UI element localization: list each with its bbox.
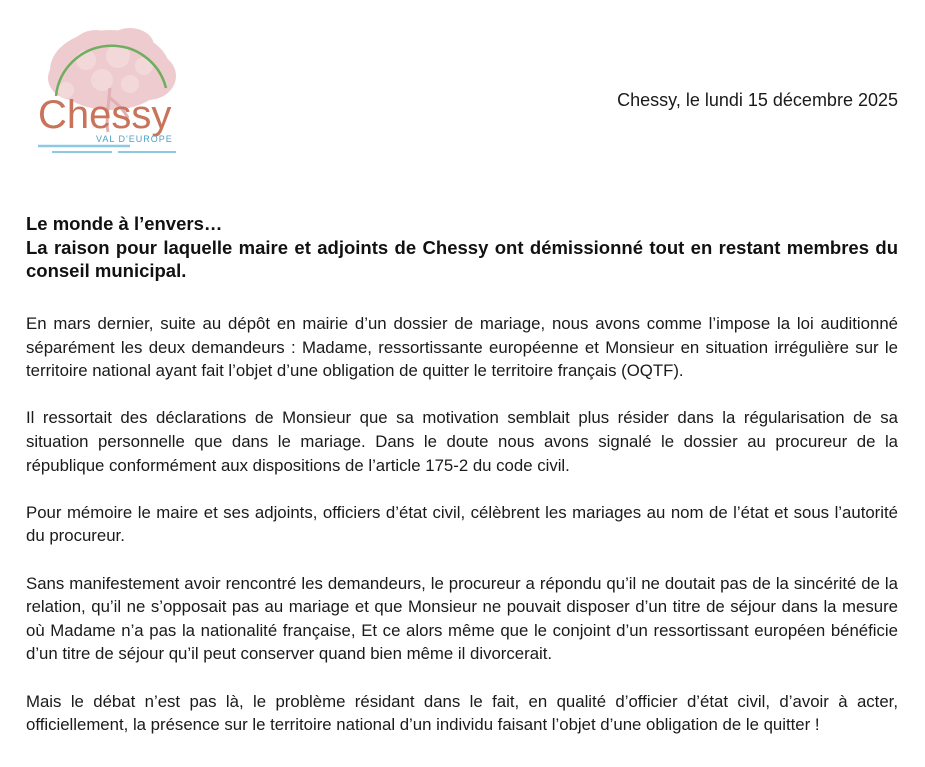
document-body xyxy=(26,312,898,737)
logo-wordmark: Chessy xyxy=(38,93,172,137)
logo-tagline: VAL D'EUROPE xyxy=(96,134,173,144)
paragraph-1: En mars dernier, suite au dépôt en mairie d’un dossier de mariage, nous avons comme l’impose la loi auditionné séparément les deux demandeurs : Madame, ressortissante européenne et Monsieur en situation irrégulière sur le territoire national ayant fait l’objet d’une obligation de quitter le territoire français (OQTF). xyxy=(26,314,898,381)
paragraph-4: Sans manifestement avoir rencontré les demandeurs, le procureur a répondu qu’il ne doutait pas de la sincérité de la relation, qu’il ne s’opposait pas au mariage et que Monsieur ne pouvait disposer d’un titre de séjour dans la mesure où Madame n’a pas la nationalité française, Et ce alors même que le conjoint d’un ressortissant européen bénéficie d’un titre de séjour qu’il peut conserver quand bien même il divorcerait. xyxy=(26,573,898,664)
title-line-2: La raison pour laquelle maire et adjoints de Chessy ont démissionné tout en restant membres du conseil municipal. xyxy=(26,236,898,281)
date-line: Chessy, le lundi 15 décembre 2025 xyxy=(617,90,898,110)
tree-logo-icon xyxy=(26,18,194,166)
paragraph-3: Pour mémoire le maire et ses adjoints, officiers d’état civil, célèbrent les mariages au nom de l’état et sous l’autorité du procureur. xyxy=(26,502,898,546)
paragraph-2: Il ressortait des déclarations de Monsieur que sa motivation semblait plus résider dans la régularisation de sa situation personnelle que dans le mariage. Dans le doute nous avons signalé le dossier au procureur de la république conformément aux dispositions de l’article 175-2 du code civil. xyxy=(26,408,898,475)
title-line-1: Le monde à l’envers… xyxy=(26,213,223,234)
paragraph-5: Mais le débat n’est pas là, le problème résidant dans le fait, en qualité d’officier d’état civil, d’avoir à acter, officiellement, la présence sur le territoire national d’un individu faisant l’objet d’une obligation de le quitter ! xyxy=(26,691,898,735)
chessy-logo xyxy=(26,18,194,166)
document-title xyxy=(26,212,898,283)
